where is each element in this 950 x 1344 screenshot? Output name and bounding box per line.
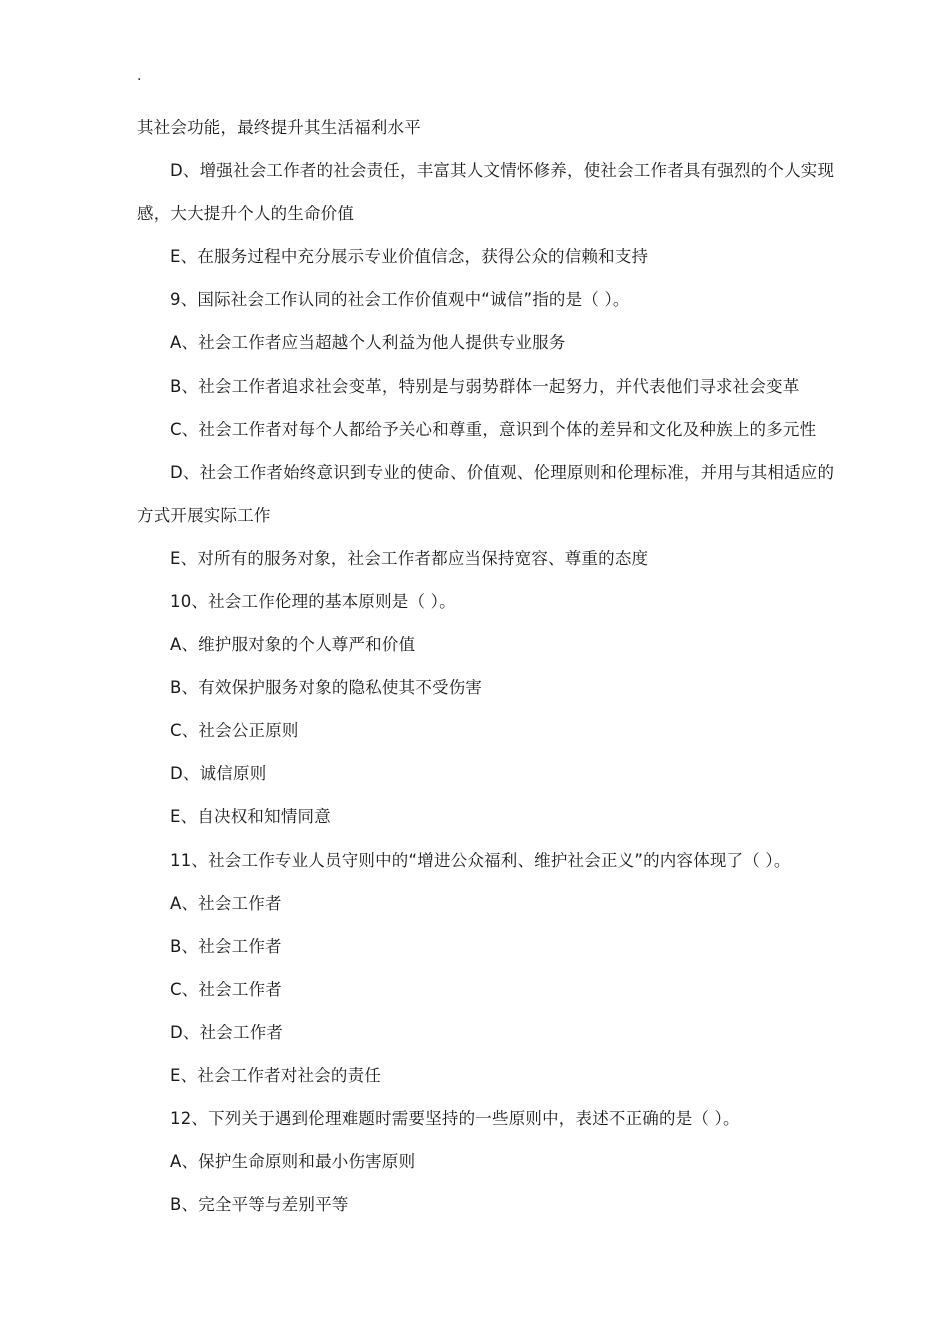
option-d: D、社会工作者始终意识到专业的使命、价值观、伦理原则和伦理标准，并用与其相适应的: [170, 463, 835, 482]
option-a: A、社会工作者: [170, 894, 282, 913]
text-line-continuation: 其社会功能，最终提升其生活福利水平: [137, 118, 421, 137]
option-b: B、有效保护服务对象的隐私使其不受伤害: [170, 678, 483, 697]
text-line-continuation: 方式开展实际工作: [137, 506, 271, 525]
option-c: C、社会公正原则: [170, 721, 299, 740]
question-10: 10、社会工作伦理的基本原则是（ ）。: [170, 592, 456, 611]
option-a: A、维护服对象的个人尊严和价值: [170, 635, 416, 654]
option-a: A、保护生命原则和最小伤害原则: [170, 1152, 416, 1171]
text-line-continuation: 感，大大提升个人的生命价值: [137, 204, 355, 223]
question-12: 12、下列关于遇到伦理难题时需要坚持的一些原则中，表述不正确的是（ ）。: [170, 1109, 740, 1128]
option-b: B、完全平等与差别平等: [170, 1195, 349, 1214]
page-mark: .: [137, 68, 142, 84]
question-9: 9、国际社会工作认同的社会工作价值观中“诚信”指的是（ ）。: [170, 290, 630, 309]
question-11: 11、社会工作专业人员守则中的“增进公众福利、维护社会正义”的内容体现了（ ）。: [170, 851, 791, 870]
option-d: D、诚信原则: [170, 764, 267, 783]
option-c: C、社会工作者对每个人都给予关心和尊重，意识到个体的差异和文化及种族上的多元性: [170, 420, 817, 439]
option-e: E、对所有的服务对象，社会工作者都应当保持宽容、尊重的态度: [170, 549, 649, 568]
option-c: C、社会工作者: [170, 980, 282, 999]
option-b: B、社会工作者追求社会变革，特别是与弱势群体一起努力，并代表他们寻求社会变革: [170, 377, 800, 396]
option-d: D、社会工作者: [170, 1023, 284, 1042]
option-e: E、在服务过程中充分展示专业价值信念，获得公众的信赖和支持: [170, 247, 649, 266]
option-d: D、增强社会工作者的社会责任，丰富其人文情怀修养，使社会工作者具有强烈的个人实现: [170, 161, 835, 180]
option-e: E、自决权和知情同意: [170, 807, 331, 826]
option-a: A、社会工作者应当超越个人利益为他人提供专业服务: [170, 333, 566, 352]
option-b: B、社会工作者: [170, 937, 282, 956]
option-e: E、社会工作者对社会的责任: [170, 1066, 382, 1085]
